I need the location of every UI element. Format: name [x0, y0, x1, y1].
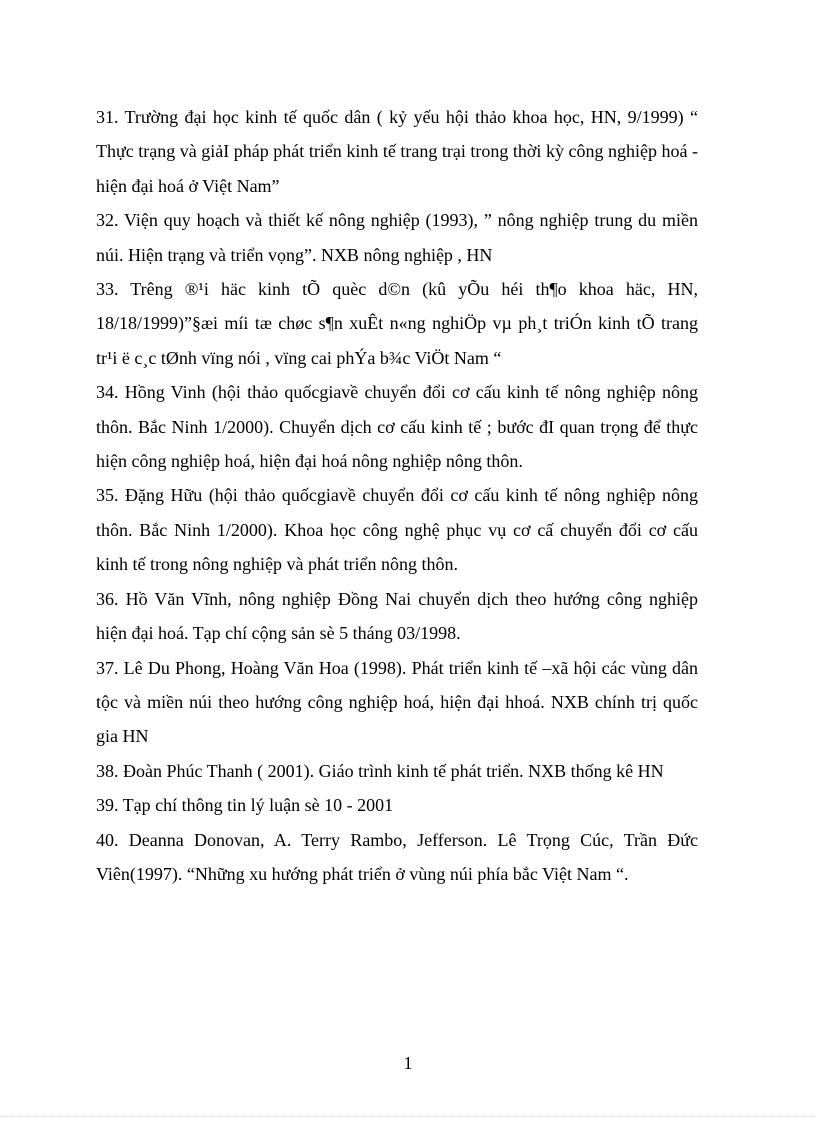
page-number: 1 [403, 1053, 413, 1073]
reference-item-38: 38. Đoàn Phúc Thanh ( 2001). Giáo trình kinh tế phát triển. NXB thống kê HN [96, 760, 664, 781]
reference-item-32: 32. Viện quy hoạch và thiết kế nông nghiệp (1993), ” nông nghiệp trung du miền núi. Hiện trạng và triển vọng”. NXB nông nghiệp , HN [96, 210, 698, 265]
reference-item-35: 35. Đặng Hữu (hội thảo quốcgiavề chuyển đổi cơ cấu kinh tế nông nghiệp nông thôn. Bắc Ninh 1/2000). Khoa học công nghệ phục vụ cơ cấ chuyển đổi cơ cấu kinh tế trong nông nghiệp và phát triển nông thôn. [96, 485, 698, 575]
reference-item-31: 31. Trường đại học kinh tế quốc dân ( kỷ yếu hội thảo khoa học, HN, 9/1999) “ Thực trạng và giảI pháp phát triển kinh tế trang trại trong thời kỳ công nghiệp hoá - hiện đại hoá ở Việt Nam” [96, 107, 698, 196]
page-bottom-divider [0, 1116, 816, 1117]
reference-item-40: 40. Deanna Donovan, A. Terry Rambo, Jefferson. Lê Trọng Cúc, Trần Đức Viên(1997). “Những xu hướng phát triển ở vùng núi phía bắc Việt Nam “. [96, 829, 698, 884]
reference-item-33: 33. Trêng ®¹i häc kinh tÕ quèc d©n (kû yÕu héi th¶o khoa häc, HN, 18/18/1999)”§æi míi tæ chøc s¶n xuÊt n«ng nghiÖp vµ ph¸t triÓn kinh tÕ trang tr¹i ë c¸c tØnh vïng nói , vïng cai phÝa b¾c ViÖt Nam “ [96, 279, 698, 368]
reference-item-36: 36. Hồ Văn Vĩnh, nông nghiệp Đồng Nai chuyển dịch theo hướng công nghiệp hiện đại hoá. Tạp chí cộng sản sè 5 tháng 03/1998. [96, 588, 698, 644]
reference-item-34: 34. Hồng Vinh (hội thảo quốcgiavề chuyển đổi cơ cấu kinh tế nông nghiệp nông thôn. Bắc Ninh 1/2000). Chuyển dịch cơ cấu kinh tế ; bước đI quan trọng để thực hiện công nghiệp hoá, hiện đại hoá nông nghiệp nông thôn. [96, 382, 698, 472]
reference-item-37: 37. Lê Du Phong, Hoàng Văn Hoa (1998). Phát triển kinh tế –xã hội các vùng dân tộc và miền núi theo hướng công nghiệp hoá, hiện đại hhoá. NXB chính trị quốc gia HN [96, 657, 698, 747]
reference-item-39: 39. Tạp chí thông tin lý luận sè 10 - 2001 [96, 795, 394, 816]
reference-list [96, 100, 698, 891]
